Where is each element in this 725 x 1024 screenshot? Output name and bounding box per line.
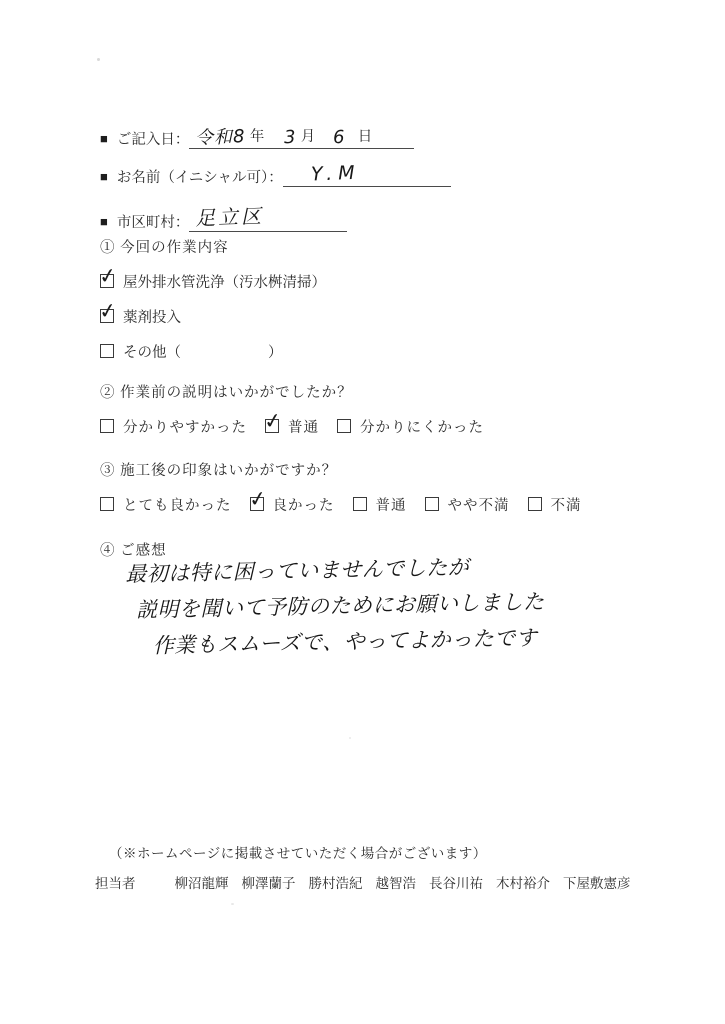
homepage-publication-note: （※ホームページに掲載させていただく場合がございます） xyxy=(109,846,487,861)
comment-line: 説明を聞いて予防のためにお願いしました xyxy=(135,589,545,623)
staff-label: 担当者 xyxy=(95,876,136,891)
date-day-unit: 日 xyxy=(357,129,373,145)
q3-option-very-good xyxy=(100,497,232,514)
q1-option-outdoor-drain-cleaning xyxy=(100,271,326,292)
name-field xyxy=(283,163,451,187)
square-bullet-icon: ■ xyxy=(100,169,108,184)
checkbox-good xyxy=(250,497,264,511)
option-label: 分かりにくかった xyxy=(360,420,484,436)
date-label: ご記入日： xyxy=(116,132,190,148)
scan-speck xyxy=(231,903,234,905)
checkbox-hard-to-understand xyxy=(337,419,351,433)
checkbox-outdoor-drain-cleaning xyxy=(100,274,114,288)
option-label: 屋外排水管洗浄（汚水桝清掃） xyxy=(123,275,326,291)
option-label: 分かりやすかった xyxy=(123,420,247,436)
option-label: とても良かった xyxy=(123,498,232,514)
q2-option-normal xyxy=(265,419,319,436)
q3-option-slightly-dissatisfied xyxy=(425,497,510,514)
checkbox-other xyxy=(100,344,114,358)
q4-title: ④ ご感想 xyxy=(100,543,167,559)
checkbox-chemical-dosing xyxy=(100,309,114,323)
date-field xyxy=(189,121,414,149)
name-value: Y.M xyxy=(310,161,361,186)
date-month-value: 3 xyxy=(283,126,298,149)
date-month-unit: 月 xyxy=(300,129,316,145)
date-era-unit: 年 xyxy=(249,129,265,145)
square-bullet-icon: ■ xyxy=(100,131,108,146)
q2-option-hard-to-understand xyxy=(337,419,484,436)
checkbox-slightly-dissatisfied xyxy=(425,497,439,511)
option-label: やや不満 xyxy=(447,498,510,514)
q2-title: ② 作業前の説明はいかがでしたか？ xyxy=(100,385,353,401)
option-label: 不満 xyxy=(550,498,582,514)
comment-line: 最初は特に困っていませんでしたが xyxy=(125,555,470,587)
q2-option-easy-to-understand xyxy=(100,419,247,436)
city-field xyxy=(189,201,347,232)
city-value: 足立区 xyxy=(195,203,265,231)
staff-row xyxy=(95,872,631,892)
date-era-value: 令和8 xyxy=(195,126,247,149)
staff-name: 勝村浩紀 xyxy=(308,876,363,891)
checkbox-q3-normal xyxy=(353,497,367,511)
staff-name: 木村裕介 xyxy=(496,876,550,891)
q3-title: ③ 施工後の印象はいかがですか？ xyxy=(100,463,338,479)
square-bullet-icon: ■ xyxy=(100,214,108,229)
handwritten-comments xyxy=(125,548,546,665)
scan-speck xyxy=(349,737,351,739)
q1-option-other xyxy=(100,341,283,362)
checkbox-dissatisfied xyxy=(528,497,542,511)
date-day-value: 6 xyxy=(332,126,347,149)
name-label: お名前（イニシャル可）： xyxy=(116,170,283,186)
checkbox-very-good xyxy=(100,497,114,511)
staff-name: 長谷川祐 xyxy=(429,876,483,891)
city-label: 市区町村： xyxy=(116,215,190,231)
staff-name: 越智浩 xyxy=(375,876,416,891)
scan-speck xyxy=(97,58,100,61)
option-label: その他（ ） xyxy=(123,345,283,361)
q2-options-row xyxy=(100,416,498,437)
checkbox-easy-to-understand xyxy=(100,419,114,433)
q3-options-row xyxy=(100,494,596,515)
date-row xyxy=(100,121,414,149)
staff-name: 柳沼龍輝 xyxy=(174,876,229,891)
comment-line: 作業もスムーズで、やってよかったです xyxy=(152,625,538,658)
option-label: 普通 xyxy=(288,420,319,436)
q3-option-good xyxy=(250,497,335,514)
checkbox-normal xyxy=(265,419,279,433)
option-label: 薬剤投入 xyxy=(123,310,181,326)
staff-name: 下屋敷憲彦 xyxy=(563,876,631,891)
option-label: 普通 xyxy=(375,498,407,514)
q3-option-dissatisfied xyxy=(528,497,582,514)
q1-title: ① 今回の作業内容 xyxy=(100,240,229,256)
q3-option-normal xyxy=(353,497,407,514)
option-label: 良かった xyxy=(272,498,335,514)
name-row xyxy=(100,163,451,187)
staff-name: 柳澤蘭子 xyxy=(241,876,296,891)
q1-option-chemical-dosing xyxy=(100,306,181,327)
city-row xyxy=(100,201,347,232)
